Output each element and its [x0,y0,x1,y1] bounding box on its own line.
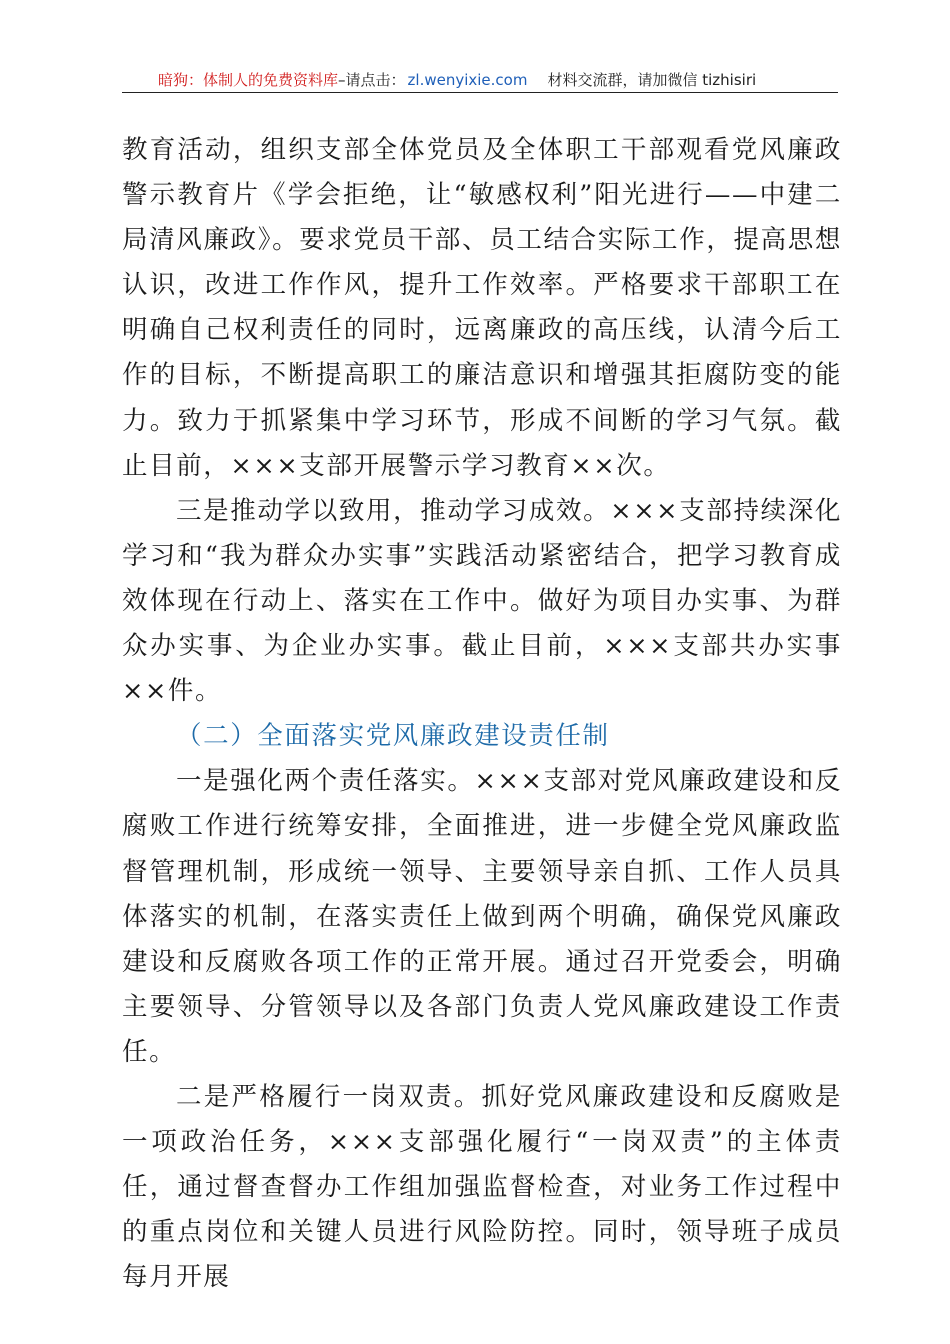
paragraph-third-point: 三是推动学以致用，推动学习成效。×××支部持续深化学习和“我为群众办实事”实践活动紧密结合，把学习教育成效体现在行动上、落实在工作中。做好为项目办实事、为群众办实事、为企业办实事。截止目前，×××支部共办实事××件。 [122,495,842,707]
paragraph-continued: 教育活动，组织支部全体党员及全体职工干部观看党风廉政警示教育片《学会拒绝，让“敏感权利”阳光进行——中建二局清风廉政》。要求党员干部、员工结合实际工作，提高思想认识，改进工作作风，提升工作效率。严格要求干部职工在明确自己权利责任的同时，远离廉政的高压线，认清今后工作的目标，不断提高职工的廉洁意识和增强其拒腐防变的能力。致力于抓紧集中学习环节，形成不间断的学习气氛。截止目前，×××支部开展警示学习教育××次。 [122,135,842,481]
document-body [122,128,842,1300]
paragraph-second-point: 二是严格履行一岗双责。抓好党风廉政建设和反腐败是一项政治任务，×××支部强化履行“一岗双责”的主体责任，通过督查督办工作组加强监督检查，对业务工作过程中的重点岗位和关键人员进行风险防控。同时，领导班子成员每月开展 [122,1081,842,1293]
page-header [122,70,838,93]
header-brand: 暗狗：体制人的免费资料库 [158,71,339,89]
section-heading: （二）全面落实党风廉政建设责任制 [176,721,610,752]
header-link[interactable]: zl.wenyixie.com [407,71,528,89]
header-group-text: 材料交流群，请加微信 tizhisiri [547,71,757,89]
paragraph-first-point: 一是强化两个责任落实。×××支部对党风廉政建设和反腐败工作进行统筹安排，全面推进，进一步健全党风廉政监督管理机制，形成统一领导、主要领导亲自抓、工作人员具体落实的机制，在落实责任上做到两个明确，确保党风廉政建设和反腐败各项工作的正常开展。通过召开党委会，明确主要领导、分管领导以及各部门负责人党风廉政建设工作责任。 [122,766,842,1067]
header-click-text: –请点击： [338,71,406,89]
